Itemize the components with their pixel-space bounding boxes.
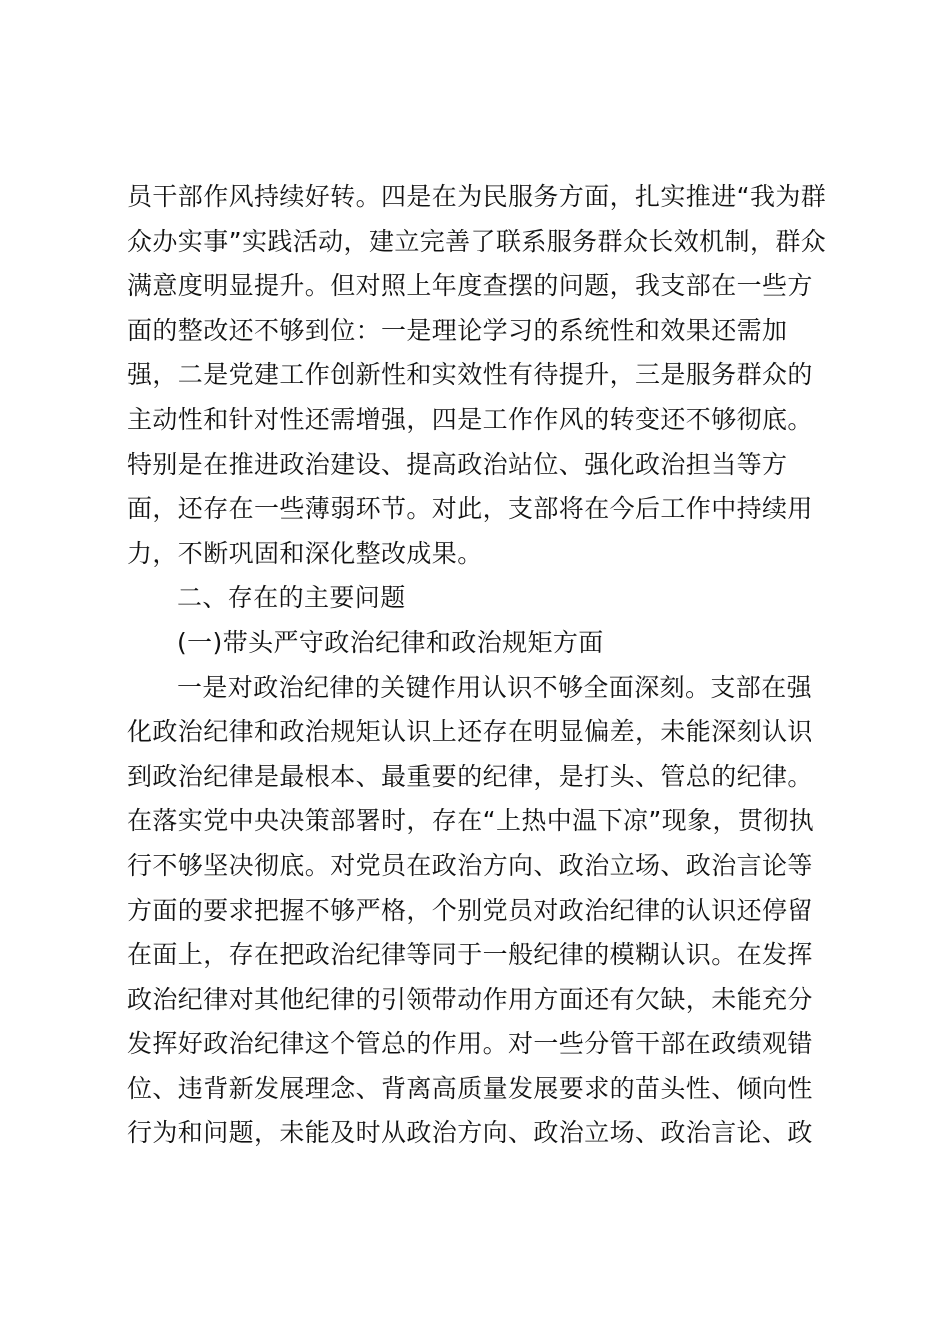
text-line: 在面上，存在把政治纪律等同于一般纪律的模糊认识。在发挥 [127,940,813,970]
paragraph-first-line: 一是对政治纪律的关键作用认识不够全面深刻。支部在强 [177,672,813,702]
text-line: 面的整改还不够到位：一是理论学习的系统性和效果还需加 [127,315,788,345]
subsection-heading: (一)带头严守政治纪律和政治规矩方面 [177,627,604,657]
text-line: 行不够坚决彻底。对党员在政治方向、政治立场、政治言论等 [127,850,813,880]
section-heading: 二、存在的主要问题 [177,583,406,613]
text-line: 在落实党中央决策部署时，存在“上热中温下凉”现象，贯彻执 [127,806,815,836]
text-line: 发挥好政治纪律这个管总的作用。对一些分管干部在政绩观错 [127,1029,813,1059]
text-line: 员干部作风持续好转。四是在为民服务方面，扎实推进“我为群 [127,182,827,211]
document-body [127,175,827,1156]
text-line: 强，二是党建工作创新性和实效性有待提升，三是服务群众的 [127,360,813,390]
text-line: 面，还存在一些薄弱环节。对此，支部将在今后工作中持续用 [127,494,813,524]
text-line: 行为和问题，未能及时从政治方向、政治立场、政治言论、政 [127,1118,813,1148]
text-line: 特别是在推进政治建设、提高政治站位、强化政治担当等方 [127,449,788,479]
text-line: 化政治纪律和政治规矩认识上还存在明显偏差，未能深刻认识 [127,717,813,747]
text-line: 众办实事”实践活动，建立完善了联系服务群众长效机制，群众 [127,226,827,256]
text-line: 政治纪律对其他纪律的引领带动作用方面还有欠缺，未能充分 [127,984,813,1014]
text-line: 主动性和针对性还需增强，四是工作作风的转变还不够彻底。 [127,404,813,434]
text-line: 到政治纪律是最根本、最重要的纪律，是打头、管总的纪律。 [127,761,813,791]
text-line: 方面的要求把握不够严格，个别党员对政治纪律的认识还停留 [127,895,813,925]
text-line: 满意度明显提升。但对照上年度查摆的问题，我支部在一些方 [127,271,813,301]
text-line: 力，不断巩固和深化整改成果。 [127,538,483,568]
text-line: 位、违背新发展理念、背离高质量发展要求的苗头性、倾向性 [127,1073,813,1103]
